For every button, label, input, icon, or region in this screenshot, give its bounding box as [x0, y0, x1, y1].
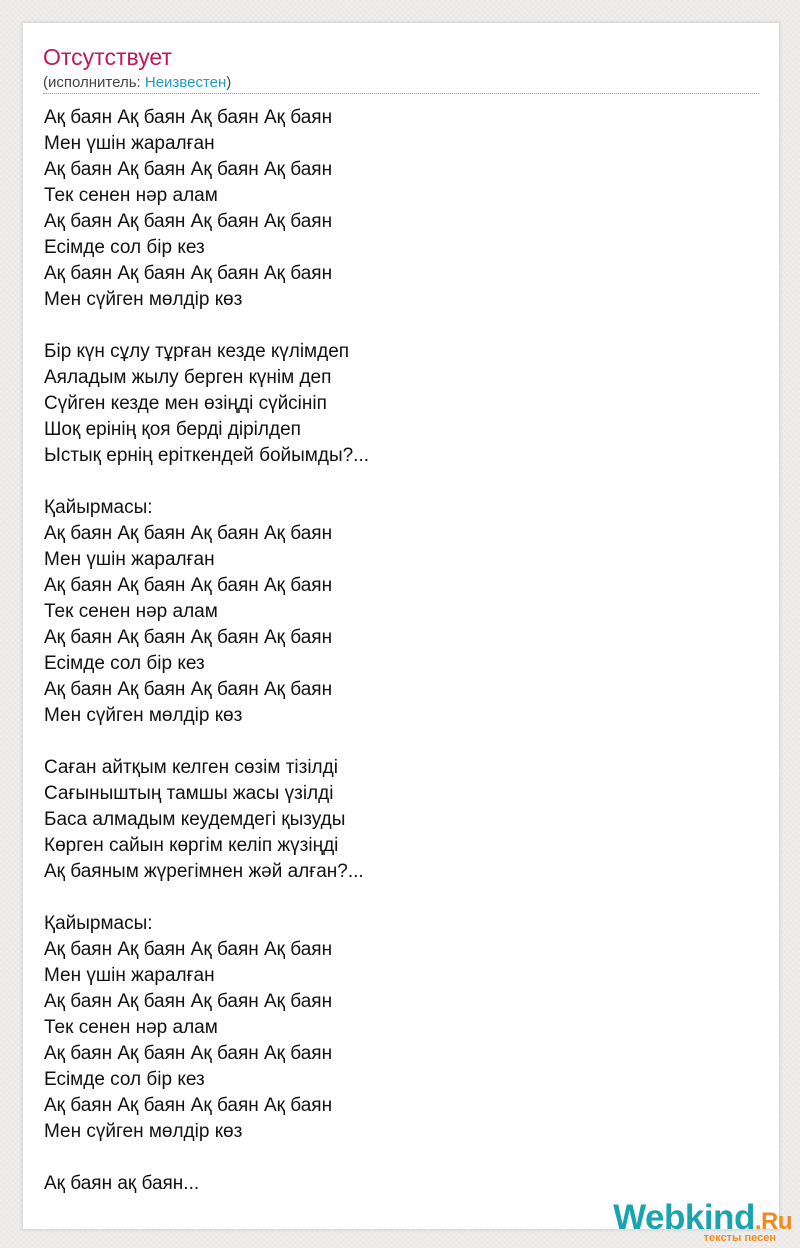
lyric-line: Тек сенен нәр алам: [44, 185, 218, 206]
dotted-divider: [43, 93, 759, 94]
song-title: Отсутствует: [43, 44, 172, 70]
stanza-break: [44, 469, 369, 495]
lyric-line: Шоқ ерінің қоя берді дірілдеп: [44, 419, 301, 440]
lyric-line: Ақ баян Ақ баян Ақ баян Ақ баян: [44, 263, 333, 284]
lyric-line: Ақ баян Ақ баян Ақ баян Ақ баян: [44, 939, 333, 960]
stanza-break: [44, 1145, 369, 1171]
logo-tld: .Ru: [754, 1208, 792, 1235]
lyrics-text: [44, 105, 369, 1197]
lyrics-card: [22, 22, 780, 1230]
lyric-line: Есімде сол бір кез: [44, 653, 205, 674]
lyric-line: Көрген сайын көргім келіп жүзіңді: [44, 835, 339, 856]
lyric-line: Мен сүйген мөлдір көз: [44, 289, 243, 310]
lyric-line: Мен үшін жаралған: [44, 133, 215, 154]
lyric-line: Аяладым жылу берген күнім деп: [44, 367, 332, 388]
lyric-line: Ақ баян Ақ баян Ақ баян Ақ баян: [44, 1043, 333, 1064]
site-logo[interactable]: [592, 1200, 792, 1244]
lyric-line: Тек сенен нәр алам: [44, 1017, 218, 1038]
lyric-line: Есімде сол бір кез: [44, 237, 205, 258]
lyric-line: Мен үшін жаралған: [44, 549, 215, 570]
performer-suffix: ): [226, 74, 232, 91]
lyric-line: Ақ баян Ақ баян Ақ баян Ақ баян: [44, 679, 333, 700]
stanza-break: [44, 313, 369, 339]
performer-line: [43, 74, 231, 92]
lyric-line: Қайырмасы:: [44, 913, 153, 934]
lyric-line: Бір күн сұлу тұрған кезде күлімдеп: [44, 341, 350, 362]
logo-word: Webkind: [613, 1198, 755, 1237]
lyric-line: Ыстық ернің еріткендей бойымды?...: [44, 445, 370, 466]
lyric-line: Ақ баян Ақ баян Ақ баян Ақ баян: [44, 211, 333, 232]
lyric-line: Ақ баян Ақ баян Ақ баян Ақ баян: [44, 627, 333, 648]
lyric-line: Ақ баян Ақ баян Ақ баян Ақ баян: [44, 107, 333, 128]
lyric-line: Ақ баян Ақ баян Ақ баян Ақ баян: [44, 159, 333, 180]
lyric-line: Есімде сол бір кез: [44, 1069, 205, 1090]
lyric-line: Мен сүйген мөлдір көз: [44, 1121, 243, 1142]
lyric-line: Ақ баян ақ баян...: [44, 1173, 200, 1194]
lyric-line: Ақ баян Ақ баян Ақ баян Ақ баян: [44, 1095, 333, 1116]
lyric-line: Сүйген кезде мен өзіңді сүйсініп: [44, 393, 327, 414]
lyric-line: Тек сенен нәр алам: [44, 601, 218, 622]
stanza-break: [44, 885, 369, 911]
lyric-line: Ақ баяным жүрегімнен жәй алған?...: [44, 861, 364, 882]
lyric-line: Саған айтқым келген сөзім тізілді: [44, 757, 338, 778]
lyric-line: Ақ баян Ақ баян Ақ баян Ақ баян: [44, 523, 333, 544]
lyric-line: Баса алмадым кеудемдегі қызуды: [44, 809, 346, 830]
lyric-line: Ақ баян Ақ баян Ақ баян Ақ баян: [44, 991, 333, 1012]
artist-link[interactable]: Неизвестен: [144, 74, 227, 91]
logo-tagline: тексты песен: [703, 1232, 776, 1244]
lyric-line: Ақ баян Ақ баян Ақ баян Ақ баян: [44, 575, 333, 596]
lyric-line: Мен сүйген мөлдір көз: [44, 705, 243, 726]
lyric-line: Мен үшін жаралған: [44, 965, 215, 986]
lyric-line: Сағыныштың тамшы жасы үзілді: [44, 783, 334, 804]
lyric-line: Қайырмасы:: [44, 497, 153, 518]
stanza-break: [44, 729, 369, 755]
performer-prefix: (исполнитель:: [43, 74, 145, 91]
